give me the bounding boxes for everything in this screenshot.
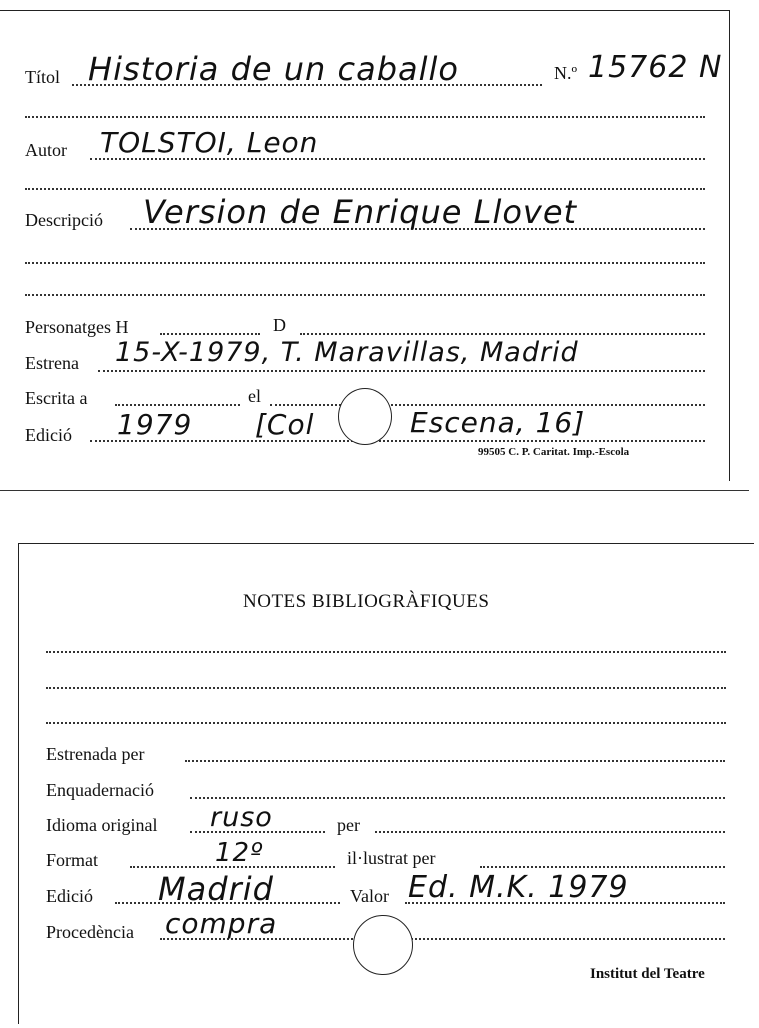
enquadernacio-label: Enquadernació bbox=[46, 780, 154, 800]
autor-label: Autor bbox=[25, 140, 67, 160]
punch-hole-back bbox=[353, 915, 413, 975]
titol-extra-line bbox=[25, 116, 705, 118]
printer-imprint: 99505 C. P. Caritat. Imp.-Escola bbox=[478, 446, 630, 458]
edicio-front-coll-left: [Col bbox=[255, 408, 315, 441]
autor-value: TOLSTOI, Leon bbox=[100, 126, 319, 159]
no-label: N.º bbox=[554, 63, 578, 83]
punch-hole-front bbox=[338, 388, 392, 445]
escrita-line bbox=[115, 404, 240, 406]
descripcio-line-3 bbox=[25, 294, 705, 296]
edicio-front-year: 1979 bbox=[117, 408, 193, 441]
personatges-d-line bbox=[300, 333, 705, 335]
notes-line-2 bbox=[46, 687, 726, 689]
illustrat-label: il·lustrat per bbox=[347, 848, 436, 868]
idioma-per-label: per bbox=[337, 815, 360, 835]
no-value: 15762 N bbox=[588, 50, 723, 85]
escrita-el-label: el bbox=[248, 386, 261, 406]
personatges-h-line bbox=[160, 333, 260, 335]
illustrat-line bbox=[480, 866, 725, 868]
personatges-label: Personatges H bbox=[25, 317, 129, 337]
estrena-line bbox=[98, 370, 705, 372]
edicio-back-label: Edició bbox=[46, 886, 93, 906]
idioma-label: Idioma original bbox=[46, 815, 158, 835]
descripcio-line-2 bbox=[25, 262, 705, 264]
estrena-label: Estrena bbox=[25, 353, 79, 373]
format-label: Format bbox=[46, 850, 98, 870]
valor-value: Ed. M.K. 1979 bbox=[408, 870, 629, 905]
notes-line-1 bbox=[46, 651, 726, 653]
format-value: 12º bbox=[215, 838, 264, 868]
idioma-value: ruso bbox=[210, 802, 273, 833]
descripcio-label: Descripció bbox=[25, 210, 103, 230]
titol-label: Títol bbox=[25, 67, 60, 87]
notes-line-3 bbox=[46, 722, 726, 724]
notes-title: NOTES BIBLIOGRÀFIQUES bbox=[243, 591, 490, 612]
idioma-per-line bbox=[375, 831, 725, 833]
institut-footer: Institut del Teatre bbox=[590, 966, 705, 982]
estrena-value: 15-X-1979, T. Maravillas, Madrid bbox=[115, 337, 579, 368]
estrenada-line bbox=[185, 760, 725, 762]
valor-label: Valor bbox=[350, 886, 389, 906]
escrita-label: Escrita a bbox=[25, 388, 88, 408]
edicio-front-coll-right: Escena, 16] bbox=[410, 406, 586, 439]
estrenada-label: Estrenada per bbox=[46, 744, 145, 764]
autor-extra-line bbox=[25, 188, 705, 190]
descripcio-value: Version de Enrique Llovet bbox=[143, 193, 578, 231]
personatges-d-label: D bbox=[273, 315, 286, 335]
edicio-back-value: Madrid bbox=[158, 870, 274, 908]
titol-value: Historia de un caballo bbox=[88, 50, 459, 88]
enquadernacio-line bbox=[190, 797, 725, 799]
procedencia-value: compra bbox=[165, 907, 278, 940]
card-front-bottom-edge bbox=[0, 490, 749, 491]
procedencia-label: Procedència bbox=[46, 922, 134, 942]
edicio-front-label: Edició bbox=[25, 425, 72, 445]
